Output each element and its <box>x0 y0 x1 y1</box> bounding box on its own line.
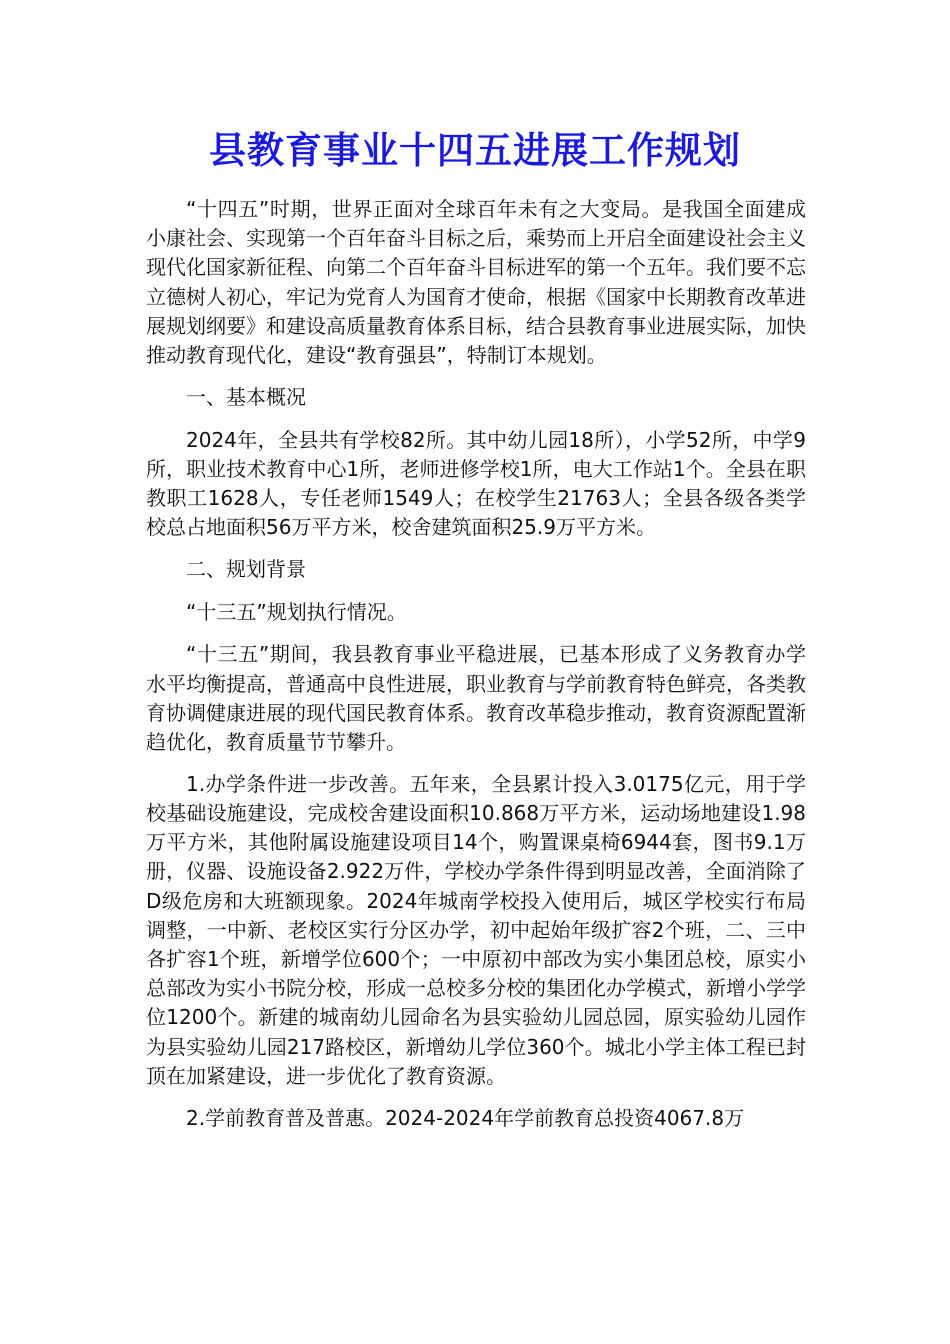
intro-paragraph: “十四五”时期，世界正面对全球百年未有之大变局。是我国全面建成小康社会、实现第一个百年奋斗目标之后，乘势而上开启全面建设社会主义现代化国家新征程、向第二个百年奋斗目标进军的第一个五年。我们要不忘立德树人初心，牢记为党育人为国育才使命，根据《国家中长期教育改革进展规划纲要》和建设高质量教育体系目标，结合县教育事业进展实际，加快推动教育现代化，建设“教育强县”，特制订本规划。 <box>146 197 806 368</box>
basic-overview-paragraph: 2024年，全县共有学校82所。其中幼儿园18所），小学52所，中学9所，职业技术教育中心1所，老师进修学校1所，电大工作站1个。全县在职教职工1628人，专任老师1549人；在校学生21763人；全县各级各类学校总占地面积56万平方米，校舍建筑面积25.9万平方米。 <box>146 427 806 540</box>
13th-plan-summary-paragraph: “十三五”期间，我县教育事业平稳进展，已基本形成了义务教育办学水平均衡提高，普通高中良性进展，职业教育与学前教育特色鲜亮，各类教育协调健康进展的现代国民教育体系。教育改革稳步推动，教育资源配置渐趋优化，教育质量节节攀升。 <box>146 642 806 754</box>
preschool-education-paragraph: 2.学前教育普及普惠。2024-2024年学前教育总投资4067.8万 <box>186 1105 745 1130</box>
document-body <box>146 195 806 1145</box>
section-heading-planning-background: 二、规划背景 <box>186 556 306 581</box>
document-title: 县教育事业十四五进展工作规划 <box>209 128 741 172</box>
school-conditions-paragraph: 1.办学条件进一步改善。五年来，全县累计投入3.0175亿元，用于学校基础设施建设，完成校舍建设面积10.868万平方米，运动场地建设1.98万平方米，其他附属设施建设项目14个，购置课桌椅6944套，图书9.1万册，仪器、设施设备2.922万件，学校办学条件得到明显改善，全面消除了D级危房和大班额现象。2024年城南学校投入使用后，城区学校实行布局调整，一中新、老校区实行分区办学，初中起始年级扩容2个班，二、三中各扩容1个班，新增学位600个；一中原初中部改为实小集团总校，原实小总部改为实小书院分校，形成一总校多分校的集团化办学模式，新增小学学位1200个。新建的城南幼儿园命名为县实验幼儿园总园，原实验幼儿园作为县实验幼儿园217路校区，新增幼儿学位360个。城北小学主体工程已封顶在加紧建设，进一步优化了教育资源。 <box>146 771 806 1088</box>
subheading-13th-plan-execution: “十三五”规划执行情况。 <box>186 599 407 624</box>
section-heading-basic-overview: 一、基本概况 <box>186 384 306 409</box>
